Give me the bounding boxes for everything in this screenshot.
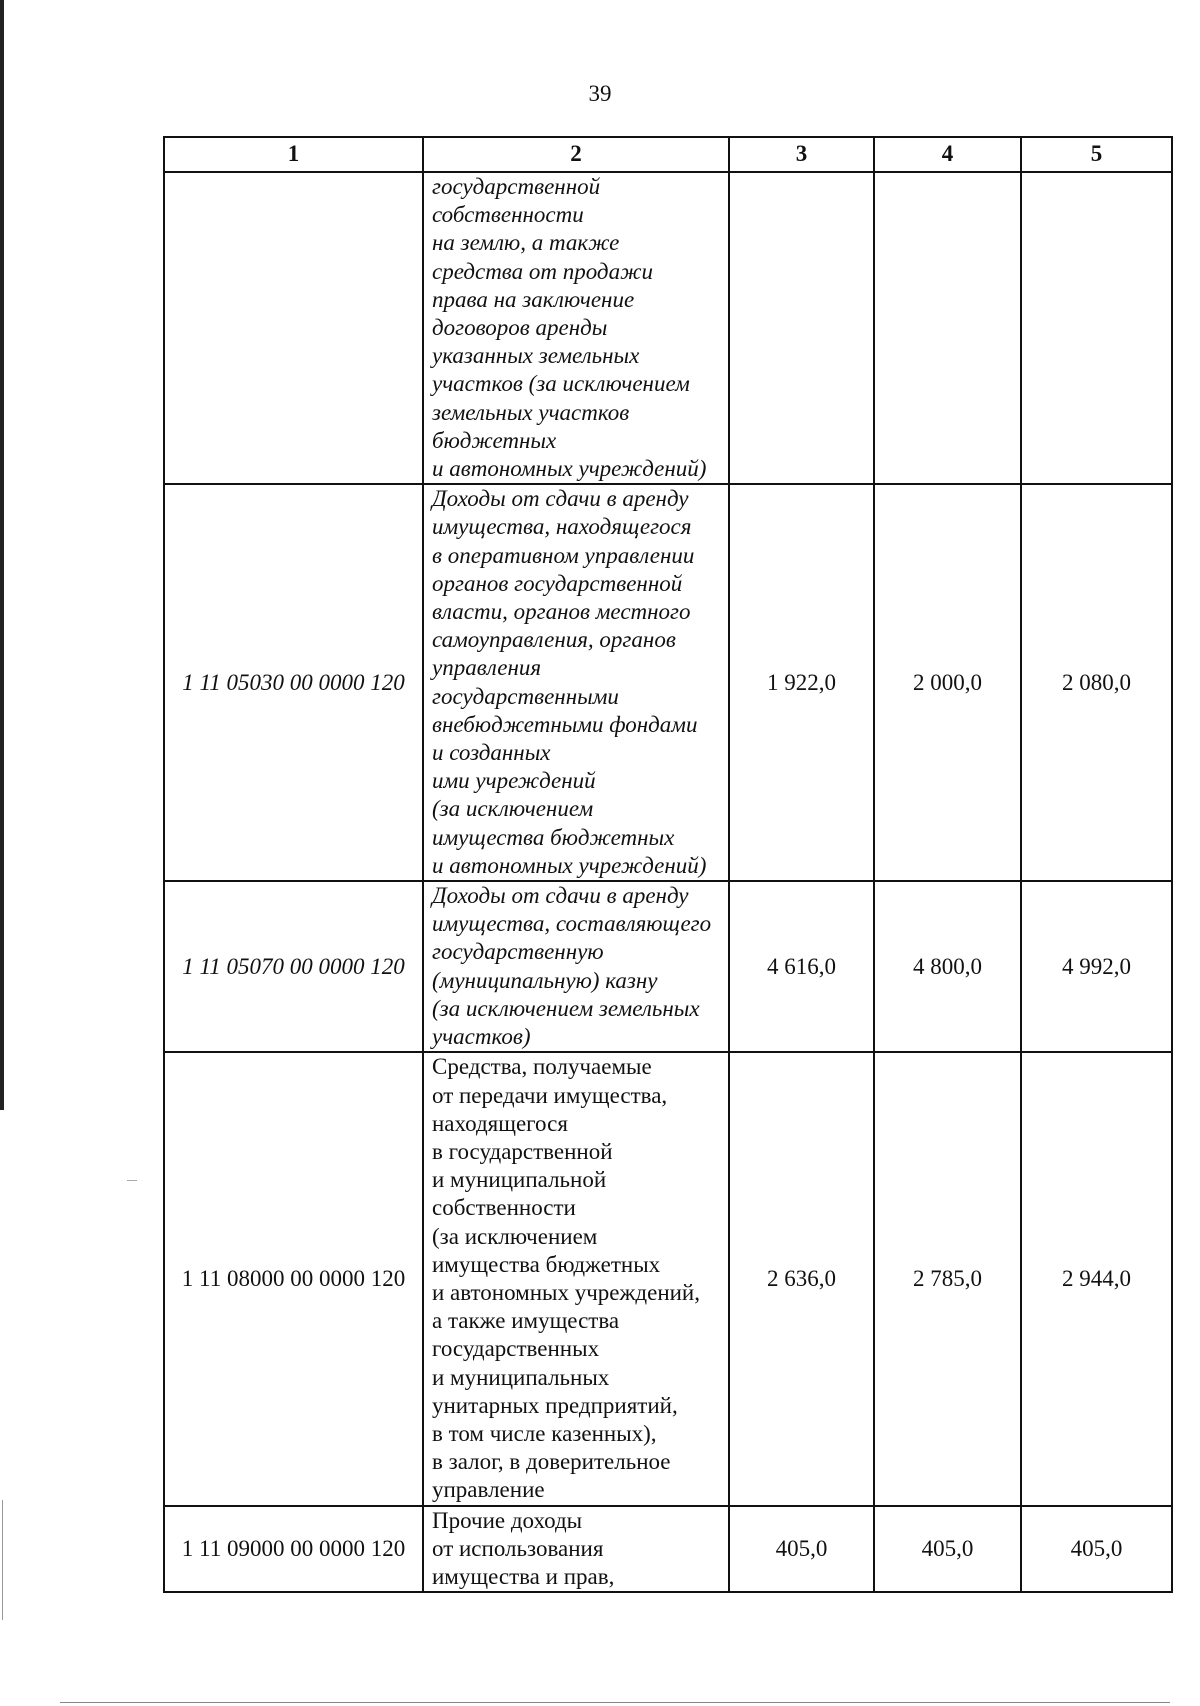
table-row xyxy=(164,881,1172,1052)
description-line: от использования xyxy=(432,1535,604,1561)
description-line: имущества, находящегося xyxy=(432,514,692,540)
value-cell-col3: 4 616,0 xyxy=(729,881,874,1052)
scan-edge-left xyxy=(0,0,4,1110)
description-line: и автономных учреждений) xyxy=(432,852,707,878)
description-line: участков) xyxy=(432,1024,531,1050)
description-line: унитарных предприятий, xyxy=(432,1392,678,1418)
budget-table xyxy=(163,136,1173,1593)
description-line: указанных земельных xyxy=(432,343,640,369)
description-line: имущества и прав, xyxy=(432,1563,615,1589)
description-line: власти, органов местного xyxy=(432,599,691,625)
header-cell-5: 5 xyxy=(1021,137,1172,172)
description-line: (за исключением xyxy=(432,1223,598,1249)
table-row xyxy=(164,1052,1172,1505)
description-line: собственности xyxy=(432,1195,576,1221)
description-line: от передачи имущества, xyxy=(432,1082,668,1108)
value-cell-col3: 2 636,0 xyxy=(729,1052,874,1505)
description-line: самоуправления, органов xyxy=(432,627,676,653)
description-line: внебюджетными фондами xyxy=(432,711,698,737)
table-row xyxy=(164,172,1172,484)
header-row xyxy=(164,137,1172,172)
description-line: (муниципальную) казну xyxy=(432,967,658,993)
description-line: собственности xyxy=(432,202,584,228)
value-cell-col3 xyxy=(729,172,874,484)
description-line: имущества, составляющего xyxy=(432,911,712,937)
description-line: на землю, а также xyxy=(432,230,620,256)
description-line: договоров аренды xyxy=(432,315,608,341)
page-number: 39 xyxy=(588,81,612,106)
description-line: Доходы от сдачи в аренду xyxy=(432,883,689,909)
value-cell-col4: 2 785,0 xyxy=(874,1052,1021,1505)
value-cell-col5 xyxy=(1021,172,1172,484)
scan-edge-left-faint xyxy=(2,1500,3,1620)
description-line: государственной xyxy=(432,174,601,199)
description-line: участков (за исключением xyxy=(432,371,690,397)
description-line: государственных xyxy=(432,1336,600,1362)
description-cell xyxy=(423,1506,729,1593)
value-cell-col5: 4 992,0 xyxy=(1021,881,1172,1052)
description-line: Прочие доходы xyxy=(432,1507,583,1533)
header-cell-3: 3 xyxy=(729,137,874,172)
description-line: в государственной xyxy=(432,1138,613,1164)
table-row xyxy=(164,1506,1172,1593)
description-cell xyxy=(423,1052,729,1505)
budget-code-cell: 1 11 09000 00 0000 120 xyxy=(164,1506,423,1593)
header-cell-1: 1 xyxy=(164,137,423,172)
description-line: в залог, в доверительное xyxy=(432,1449,671,1475)
description-line: в оперативном управлении xyxy=(432,542,695,568)
value-cell-col4: 4 800,0 xyxy=(874,881,1021,1052)
description-cell xyxy=(423,881,729,1052)
value-cell-col5: 2 944,0 xyxy=(1021,1052,1172,1505)
value-cell-col4: 2 000,0 xyxy=(874,484,1021,881)
budget-code-cell: 1 11 05030 00 0000 120 xyxy=(164,484,423,881)
description-line: (за исключением земельных xyxy=(432,995,700,1021)
description-line: и автономных учреждений) xyxy=(432,456,707,482)
description-line: Доходы от сдачи в аренду xyxy=(432,486,689,512)
description-line: Средства, получаемые xyxy=(432,1054,652,1080)
description-line: а также имущества xyxy=(432,1308,620,1334)
value-cell-col5: 2 080,0 xyxy=(1021,484,1172,881)
budget-code-cell: 1 11 05070 00 0000 120 xyxy=(164,881,423,1052)
description-line: имущества бюджетных xyxy=(432,824,675,850)
description-line: ими учреждений xyxy=(432,768,596,794)
description-line: управления xyxy=(432,655,542,681)
budget-code-cell xyxy=(164,172,423,484)
description-line: имущества бюджетных xyxy=(432,1251,661,1277)
header-cell-4: 4 xyxy=(874,137,1021,172)
scan-speck xyxy=(127,1180,137,1181)
description-line: земельных участков xyxy=(432,399,630,425)
description-line: и муниципальной xyxy=(432,1167,607,1193)
description-line: органов государственной xyxy=(432,570,683,596)
budget-code-cell: 1 11 08000 00 0000 120 xyxy=(164,1052,423,1505)
value-cell-col3: 405,0 xyxy=(729,1506,874,1593)
description-cell xyxy=(423,484,729,881)
description-line: государственную xyxy=(432,939,604,965)
scan-edge-bottom xyxy=(60,1702,1170,1703)
value-cell-col3: 1 922,0 xyxy=(729,484,874,881)
value-cell-col4 xyxy=(874,172,1021,484)
description-line: бюджетных xyxy=(432,427,557,453)
description-line: и муниципальных xyxy=(432,1364,610,1390)
description-line: и автономных учреждений, xyxy=(432,1279,700,1305)
description-line: государственными xyxy=(432,683,619,709)
description-line: средства от продажи xyxy=(432,258,653,284)
description-line: права на заключение xyxy=(432,286,635,312)
description-line: в том числе казенных), xyxy=(432,1420,657,1446)
header-cell-2: 2 xyxy=(423,137,729,172)
value-cell-col4: 405,0 xyxy=(874,1506,1021,1593)
description-line: находящегося xyxy=(432,1110,568,1136)
table-row xyxy=(164,484,1172,881)
description-line: (за исключением xyxy=(432,796,594,822)
description-cell xyxy=(423,172,729,484)
value-cell-col5: 405,0 xyxy=(1021,1506,1172,1593)
description-line: и созданных xyxy=(432,740,551,766)
description-line: управление xyxy=(432,1477,545,1503)
